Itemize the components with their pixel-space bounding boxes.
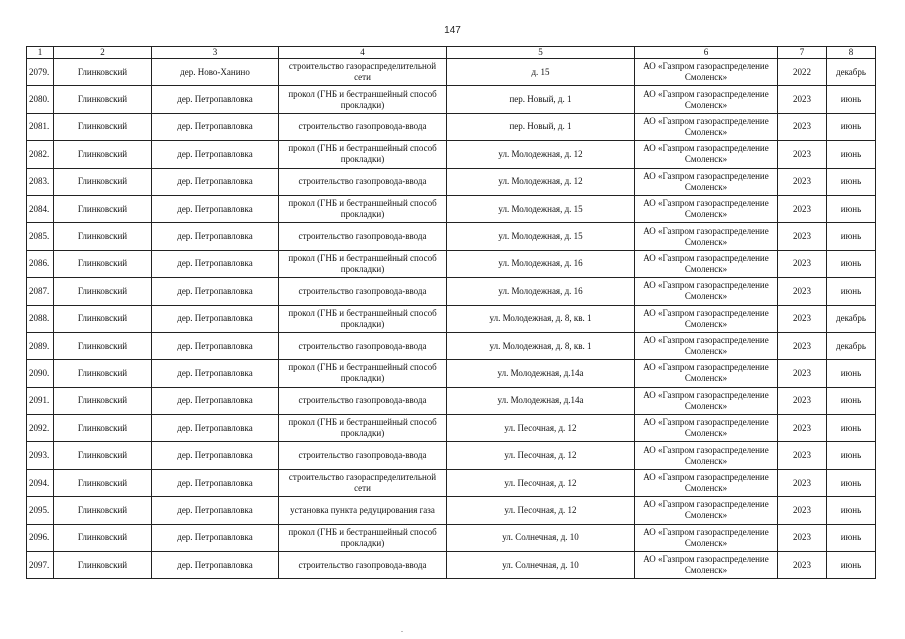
cell-year: 2023	[778, 469, 827, 496]
cell-address: пер. Новый, д. 1	[447, 113, 635, 140]
cell-organization: АО «Газпром газораспределение Смоленск»	[635, 442, 778, 469]
cell-district: Глинковский	[54, 415, 152, 442]
cell-year: 2023	[778, 168, 827, 195]
cell-year: 2023	[778, 250, 827, 277]
cell-settlement: дер. Петропавловка	[152, 387, 279, 414]
table-row	[27, 59, 876, 86]
cell-organization: АО «Газпром газораспределение Смоленск»	[635, 387, 778, 414]
table-row	[27, 497, 876, 524]
cell-organization: АО «Газпром газораспределение Смоленск»	[635, 278, 778, 305]
cell-organization: АО «Газпром газораспределение Смоленск»	[635, 552, 778, 579]
cell-district: Глинковский	[54, 113, 152, 140]
cell-organization: АО «Газпром газораспределение Смоленск»	[635, 113, 778, 140]
table-row	[27, 195, 876, 222]
column-header: 3	[152, 47, 279, 59]
cell-row-number: 2089.	[27, 332, 54, 359]
cell-row-number: 2092.	[27, 415, 54, 442]
cell-year: 2023	[778, 113, 827, 140]
cell-address: ул. Молодежная, д.14а	[447, 387, 635, 414]
cell-work-type: строительство газопровода-ввода	[279, 442, 447, 469]
cell-month: декабрь	[827, 332, 876, 359]
column-header: 6	[635, 47, 778, 59]
cell-settlement: дер. Петропавловка	[152, 305, 279, 332]
table-body	[27, 59, 876, 579]
table-row	[27, 360, 876, 387]
cell-year: 2023	[778, 278, 827, 305]
cell-month: июнь	[827, 250, 876, 277]
cell-row-number: 2091.	[27, 387, 54, 414]
cell-row-number: 2081.	[27, 113, 54, 140]
cell-month: июнь	[827, 387, 876, 414]
cell-month: июнь	[827, 86, 876, 113]
cell-address: ул. Молодежная, д. 12	[447, 141, 635, 168]
cell-address: пер. Новый, д. 1	[447, 86, 635, 113]
cell-work-type: прокол (ГНБ и бестраншейный способ прокладки)	[279, 250, 447, 277]
column-header: 1	[27, 47, 54, 59]
cell-row-number: 2095.	[27, 497, 54, 524]
cell-work-type: строительство газопровода-ввода	[279, 278, 447, 305]
table-row	[27, 552, 876, 579]
cell-organization: АО «Газпром газораспределение Смоленск»	[635, 195, 778, 222]
cell-row-number: 2090.	[27, 360, 54, 387]
cell-work-type: строительство газопровода-ввода	[279, 332, 447, 359]
column-header: 5	[447, 47, 635, 59]
cell-month: июнь	[827, 141, 876, 168]
cell-organization: АО «Газпром газораспределение Смоленск»	[635, 497, 778, 524]
cell-organization: АО «Газпром газораспределение Смоленск»	[635, 250, 778, 277]
cell-settlement: дер. Петропавловка	[152, 442, 279, 469]
cell-settlement: дер. Петропавловка	[152, 141, 279, 168]
table-row	[27, 415, 876, 442]
cell-settlement: дер. Петропавловка	[152, 497, 279, 524]
cell-district: Глинковский	[54, 552, 152, 579]
table-row	[27, 332, 876, 359]
cell-district: Глинковский	[54, 524, 152, 551]
cell-settlement: дер. Петропавловка	[152, 552, 279, 579]
cell-work-type: прокол (ГНБ и бестраншейный способ прокладки)	[279, 141, 447, 168]
cell-settlement: дер. Петропавловка	[152, 113, 279, 140]
cell-organization: АО «Газпром газораспределение Смоленск»	[635, 415, 778, 442]
cell-row-number: 2097.	[27, 552, 54, 579]
cell-settlement: дер. Петропавловка	[152, 250, 279, 277]
cell-year: 2022	[778, 59, 827, 86]
cell-address: ул. Солнечная, д. 10	[447, 552, 635, 579]
cell-work-type: установка пункта редуцирования газа	[279, 497, 447, 524]
cell-district: Глинковский	[54, 442, 152, 469]
cell-month: июнь	[827, 415, 876, 442]
cell-district: Глинковский	[54, 223, 152, 250]
cell-work-type: прокол (ГНБ и бестраншейный способ прокладки)	[279, 86, 447, 113]
cell-row-number: 2085.	[27, 223, 54, 250]
cell-settlement: дер. Петропавловка	[152, 195, 279, 222]
cell-organization: АО «Газпром газораспределение Смоленск»	[635, 524, 778, 551]
cell-month: июнь	[827, 168, 876, 195]
cell-organization: АО «Газпром газораспределение Смоленск»	[635, 469, 778, 496]
cell-district: Глинковский	[54, 195, 152, 222]
cell-settlement: дер. Петропавловка	[152, 278, 279, 305]
cell-year: 2023	[778, 360, 827, 387]
cell-district: Глинковский	[54, 360, 152, 387]
cell-row-number: 2080.	[27, 86, 54, 113]
cell-district: Глинковский	[54, 250, 152, 277]
cell-organization: АО «Газпром газораспределение Смоленск»	[635, 305, 778, 332]
cell-organization: АО «Газпром газораспределение Смоленск»	[635, 86, 778, 113]
table-row	[27, 387, 876, 414]
cell-address: ул. Молодежная, д. 16	[447, 278, 635, 305]
cell-work-type: строительство газопровода-ввода	[279, 223, 447, 250]
cell-work-type: строительство газопровода-ввода	[279, 168, 447, 195]
cell-work-type: строительство газораспределительной сети	[279, 469, 447, 496]
cell-organization: АО «Газпром газораспределение Смоленск»	[635, 168, 778, 195]
cell-address: ул. Песочная, д. 12	[447, 442, 635, 469]
cell-address: ул. Молодежная, д.14а	[447, 360, 635, 387]
cell-year: 2023	[778, 552, 827, 579]
table-row	[27, 168, 876, 195]
cell-month: декабрь	[827, 59, 876, 86]
cell-district: Глинковский	[54, 141, 152, 168]
cell-organization: АО «Газпром газораспределение Смоленск»	[635, 360, 778, 387]
cell-district: Глинковский	[54, 469, 152, 496]
cell-work-type: строительство газопровода-ввода	[279, 387, 447, 414]
cell-year: 2023	[778, 305, 827, 332]
cell-year: 2023	[778, 442, 827, 469]
cell-address: ул. Молодежная, д. 16	[447, 250, 635, 277]
cell-address: д. 15	[447, 59, 635, 86]
table-row	[27, 305, 876, 332]
table-row	[27, 469, 876, 496]
cell-year: 2023	[778, 195, 827, 222]
cell-row-number: 2094.	[27, 469, 54, 496]
cell-settlement: дер. Петропавловка	[152, 469, 279, 496]
cell-work-type: строительство газопровода-ввода	[279, 552, 447, 579]
cell-month: июнь	[827, 442, 876, 469]
table-row	[27, 223, 876, 250]
cell-year: 2023	[778, 223, 827, 250]
cell-month: июнь	[827, 195, 876, 222]
gasification-table	[26, 46, 876, 579]
table-row	[27, 250, 876, 277]
cell-settlement: дер. Петропавловка	[152, 415, 279, 442]
table-row	[27, 524, 876, 551]
table-row	[27, 278, 876, 305]
header-row	[27, 47, 876, 59]
cell-work-type: прокол (ГНБ и бестраншейный способ прокладки)	[279, 305, 447, 332]
cell-settlement: дер. Петропавловка	[152, 360, 279, 387]
cell-district: Глинковский	[54, 387, 152, 414]
cell-month: июнь	[827, 524, 876, 551]
cell-organization: АО «Газпром газораспределение Смоленск»	[635, 59, 778, 86]
table-row	[27, 141, 876, 168]
cell-address: ул. Молодежная, д. 8, кв. 1	[447, 305, 635, 332]
cell-month: июнь	[827, 497, 876, 524]
cell-address: ул. Молодежная, д. 15	[447, 195, 635, 222]
cell-address: ул. Молодежная, д. 12	[447, 168, 635, 195]
cell-year: 2023	[778, 415, 827, 442]
cell-address: ул. Молодежная, д. 15	[447, 223, 635, 250]
cell-settlement: дер. Петропавловка	[152, 223, 279, 250]
cell-year: 2023	[778, 387, 827, 414]
cell-work-type: строительство газораспределительной сети	[279, 59, 447, 86]
cell-year: 2023	[778, 141, 827, 168]
cell-district: Глинковский	[54, 332, 152, 359]
cell-row-number: 2084.	[27, 195, 54, 222]
column-header: 8	[827, 47, 876, 59]
cell-work-type: прокол (ГНБ и бестраншейный способ прокладки)	[279, 195, 447, 222]
cell-row-number: 2093.	[27, 442, 54, 469]
cell-row-number: 2079.	[27, 59, 54, 86]
cell-year: 2023	[778, 332, 827, 359]
cell-settlement: дер. Петропавловка	[152, 524, 279, 551]
cell-year: 2023	[778, 497, 827, 524]
cell-work-type: прокол (ГНБ и бестраншейный способ прокладки)	[279, 524, 447, 551]
cell-settlement: дер. Петропавловка	[152, 168, 279, 195]
cell-settlement: дер. Ново-Ханино	[152, 59, 279, 86]
cell-address: ул. Песочная, д. 12	[447, 469, 635, 496]
table-row	[27, 442, 876, 469]
cell-district: Глинковский	[54, 278, 152, 305]
cell-district: Глинковский	[54, 168, 152, 195]
cell-work-type: прокол (ГНБ и бестраншейный способ прокладки)	[279, 415, 447, 442]
cell-work-type: прокол (ГНБ и бестраншейный способ прокладки)	[279, 360, 447, 387]
cell-month: июнь	[827, 223, 876, 250]
cell-settlement: дер. Петропавловка	[152, 332, 279, 359]
cell-month: июнь	[827, 552, 876, 579]
cell-month: декабрь	[827, 305, 876, 332]
cell-month: июнь	[827, 469, 876, 496]
cell-organization: АО «Газпром газораспределение Смоленск»	[635, 223, 778, 250]
cell-district: Глинковский	[54, 497, 152, 524]
cell-address: ул. Молодежная, д. 8, кв. 1	[447, 332, 635, 359]
page-number: 147	[444, 25, 461, 36]
cell-month: июнь	[827, 278, 876, 305]
cell-row-number: 2083.	[27, 168, 54, 195]
cell-month: июнь	[827, 113, 876, 140]
scan-speck	[401, 631, 403, 632]
cell-row-number: 2082.	[27, 141, 54, 168]
cell-row-number: 2086.	[27, 250, 54, 277]
cell-year: 2023	[778, 86, 827, 113]
cell-district: Глинковский	[54, 86, 152, 113]
cell-settlement: дер. Петропавловка	[152, 86, 279, 113]
cell-month: июнь	[827, 360, 876, 387]
cell-district: Глинковский	[54, 59, 152, 86]
table-row	[27, 86, 876, 113]
column-header: 4	[279, 47, 447, 59]
cell-row-number: 2096.	[27, 524, 54, 551]
table-row	[27, 113, 876, 140]
cell-row-number: 2087.	[27, 278, 54, 305]
cell-organization: АО «Газпром газораспределение Смоленск»	[635, 332, 778, 359]
column-header: 7	[778, 47, 827, 59]
cell-address: ул. Песочная, д. 12	[447, 497, 635, 524]
cell-row-number: 2088.	[27, 305, 54, 332]
cell-work-type: строительство газопровода-ввода	[279, 113, 447, 140]
column-header: 2	[54, 47, 152, 59]
cell-address: ул. Песочная, д. 12	[447, 415, 635, 442]
cell-organization: АО «Газпром газораспределение Смоленск»	[635, 141, 778, 168]
cell-address: ул. Солнечная, д. 10	[447, 524, 635, 551]
cell-district: Глинковский	[54, 305, 152, 332]
cell-year: 2023	[778, 524, 827, 551]
